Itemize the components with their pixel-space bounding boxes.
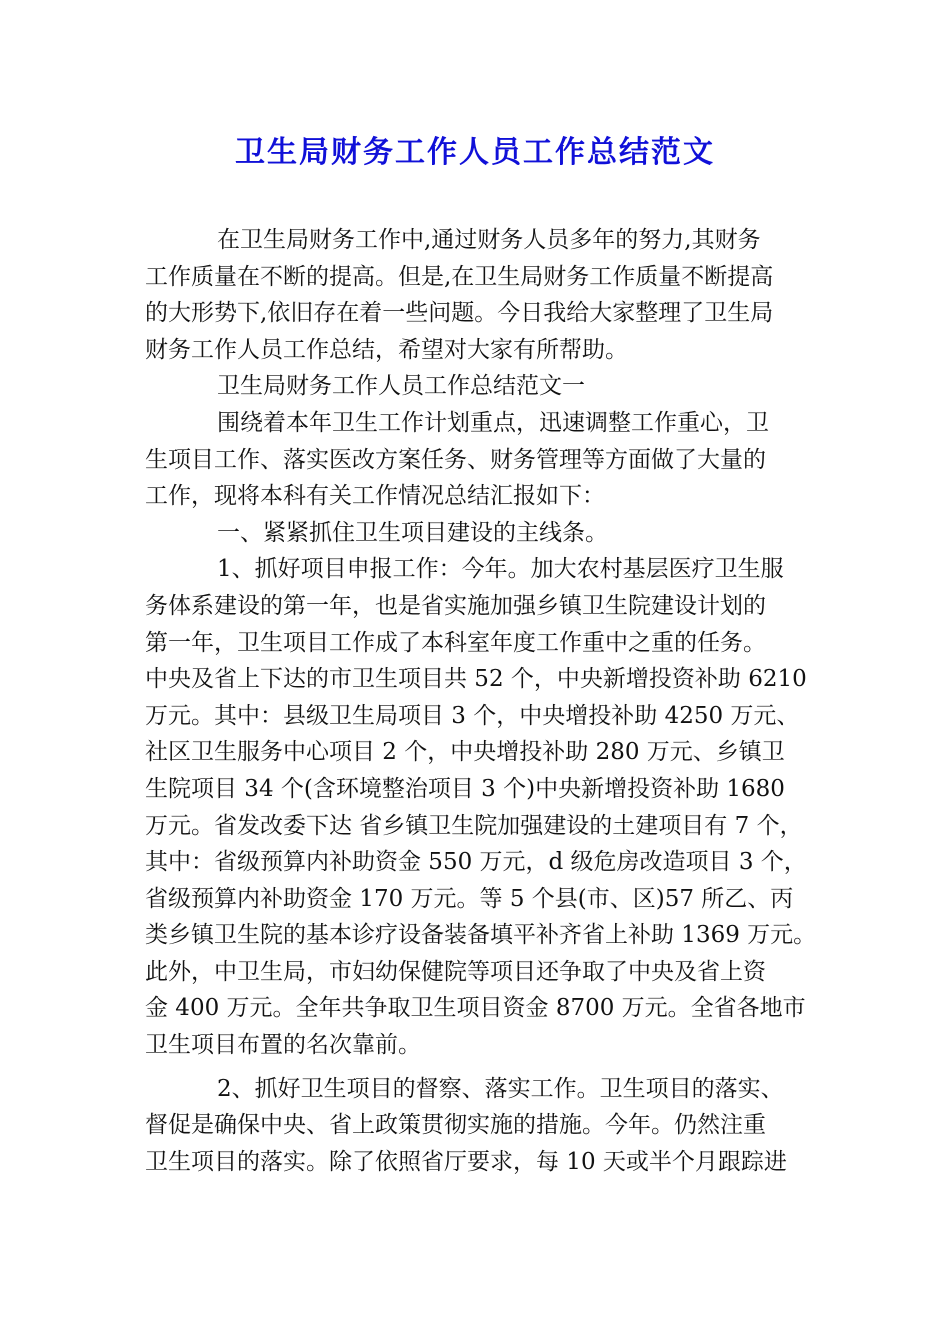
paragraph-line: 万元。其中：县级卫生局项目 3 个，中央增投补助 4250 万元、 xyxy=(145,702,800,729)
paragraph-line: 2、抓好卫生项目的督察、落实工作。卫生项目的落实、 xyxy=(217,1075,784,1102)
section-heading: 卫生局财务工作人员工作总结范文一 xyxy=(217,373,585,400)
section-heading: 一、紧紧抓住卫生项目建设的主线条。 xyxy=(217,519,608,546)
paragraph-line: 此外，中卫生局，市妇幼保健院等项目还争取了中央及省上资 xyxy=(145,958,766,985)
paragraph-line: 财务工作人员工作总结，希望对大家有所帮助。 xyxy=(145,336,628,363)
paragraph-line: 在卫生局财务工作中,通过财务人员多年的努力,其财务 xyxy=(217,227,761,253)
document-body xyxy=(145,222,817,1180)
paragraph-line: 中央及省上下达的市卫生项目共 52 个，中央新增投资补助 6210 xyxy=(145,666,807,693)
paragraph-line: 生院项目 34 个(含环境整治项目 3 个)中央新增投资补助 1680 xyxy=(145,775,785,802)
paragraph-line: 第一年，卫生项目工作成了本科室年度工作重中之重的任务。 xyxy=(145,629,766,656)
paragraph-line: 社区卫生服务中心项目 2 个，中央增投补助 280 万元、乡镇卫 xyxy=(145,739,785,766)
paragraph-line: 工作，现将本科有关工作情况总结汇报如下： xyxy=(145,483,605,510)
paragraph-line: 的大形势下,依旧存在着一些问题。今日我给大家整理了卫生局 xyxy=(145,300,774,327)
paragraph-line: 务体系建设的第一年，也是省实施加强乡镇卫生院建设计划的 xyxy=(145,592,766,619)
document-title: 卫生局财务工作人员工作总结范文 xyxy=(235,135,715,170)
paragraph-line: 工作质量在不断的提高。但是,在卫生局财务工作质量不断提高 xyxy=(145,263,774,290)
paragraph-line: 类乡镇卫生院的基本诊疗设备装备填平补齐省上补助 1369 万元。 xyxy=(145,922,817,949)
paragraph-line: 省级预算内补助资金 170 万元。等 5 个县(市、区)57 所乙、丙 xyxy=(145,885,794,912)
paragraph-line: 生项目工作、落实医改方案任务、财务管理等方面做了大量的 xyxy=(145,446,766,473)
paragraph-line: 金 400 万元。全年共争取卫生项目资金 8700 万元。全省各地市 xyxy=(145,995,806,1022)
paragraph-line: 万元。省发改委下达 省乡镇卫生院加强建设的土建项目有 7 个， xyxy=(145,812,803,839)
paragraph-line: 卫生项目布置的名次靠前。 xyxy=(145,1032,421,1059)
paragraph-line: 1、抓好项目申报工作：今年。加大农村基层医疗卫生服 xyxy=(217,556,784,583)
paragraph-line: 督促是确保中央、省上政策贯彻实施的措施。今年。仍然注重 xyxy=(145,1112,766,1139)
paragraph-line: 卫生项目的落实。除了依照省厅要求，每 10 天或半个月跟踪进 xyxy=(145,1148,787,1175)
paragraph-gap xyxy=(145,1064,811,1071)
paragraph-line: 围绕着本年卫生工作计划重点，迅速调整工作重心，卫 xyxy=(217,409,769,436)
paragraph-line: 其中：省级预算内补助资金 550 万元，d 级危房改造项目 3 个， xyxy=(145,849,807,876)
